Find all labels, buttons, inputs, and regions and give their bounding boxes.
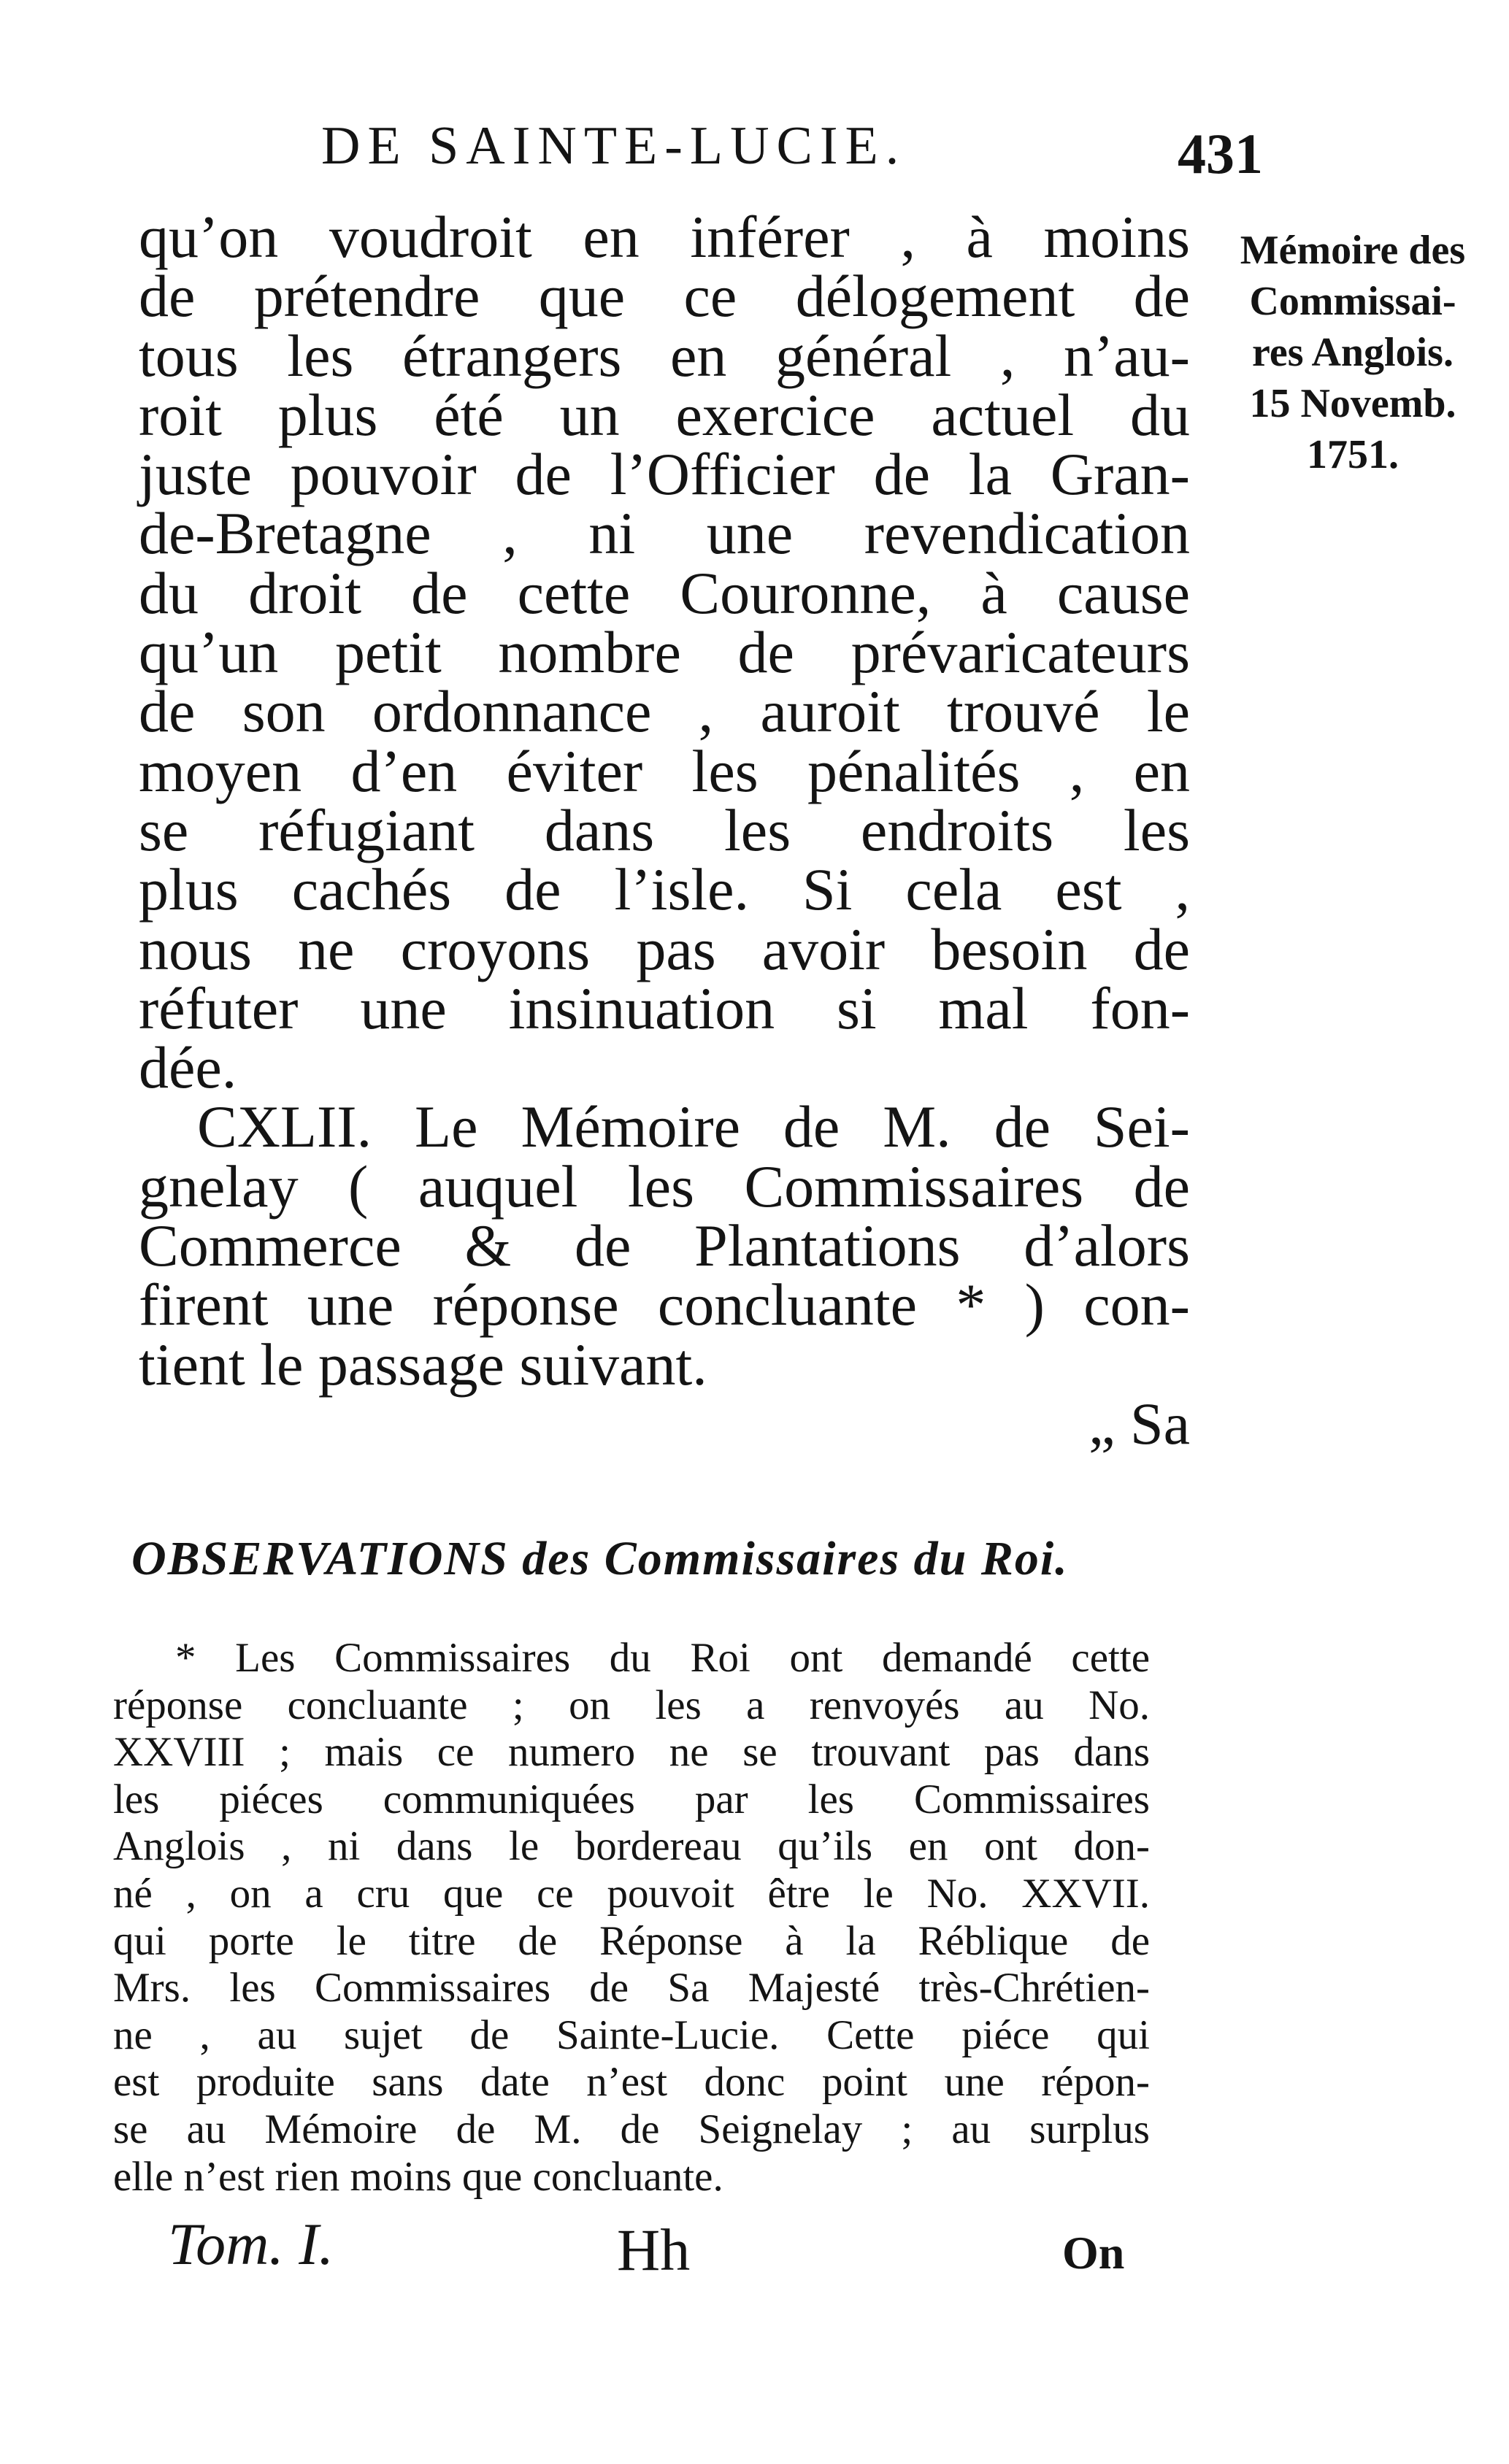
section-heading: OBSERVATIONS des Commissaires du Roi.: [131, 1532, 1069, 1585]
text-line: tient le passage suivant.: [139, 1331, 707, 1398]
text-line: qu’un petit nombre de prévaricateurs: [139, 619, 1190, 686]
footnote-line: qui porte le titre de Réponse à la Réblique de: [113, 1917, 1150, 1964]
text-line: firent une réponse concluante * ) con-: [139, 1271, 1190, 1339]
signature-mark: Hh: [617, 2217, 691, 2283]
footnote-line: XXVIII ; mais ce numero ne se trouvant pas dans: [113, 1729, 1150, 1776]
margin-note-line: res Anglois.: [1252, 330, 1454, 375]
margin-note-line: Mémoire des: [1240, 228, 1466, 273]
volume-label: Tom. I.: [168, 2211, 334, 2277]
text-line: réfuter une insinuation si mal fon-: [139, 974, 1190, 1042]
footnote-line: né , on a cru que ce pouvoit être le No. XXVII.: [113, 1870, 1150, 1917]
footnote-line: Anglois , ni dans le bordereau qu’ils en ont don-: [113, 1823, 1150, 1870]
footnote-line: * Les Commissaires du Roi ont demandé cette: [175, 1635, 1150, 1681]
marginal-note: [1203, 225, 1502, 480]
text-line: Commerce & de Plantations d’alors: [139, 1212, 1190, 1279]
text-line: nous ne croyons pas avoir besoin de: [139, 915, 1190, 982]
footnote-line: elle n’est rien moins que concluante.: [113, 2153, 723, 2200]
paragraph-start-line: CXLII. Le Mémoire de M. de Sei-: [197, 1093, 1190, 1160]
margin-note-line: 15 Novemb.: [1249, 381, 1456, 426]
footnote-line: se au Mémoire de M. de Seignelay ; au surplus: [113, 2106, 1150, 2152]
text-line: de prétendre que ce délogement de: [139, 263, 1190, 330]
catchword: On: [1062, 2227, 1125, 2279]
text-line: se réfugiant dans les endroits les: [139, 796, 1190, 863]
text-line: gnelay ( auquel les Commissaires de: [139, 1152, 1190, 1220]
footnote-line: est produite sans date n’est donc point une répon-: [113, 2059, 1150, 2106]
text-line: tous les étrangers en général , n’au-: [139, 322, 1190, 389]
page-number: 431: [1178, 122, 1263, 185]
margin-note-line: Commissai-: [1249, 279, 1456, 324]
page-footer: [0, 2210, 1509, 2298]
text-line: dée.: [139, 1034, 237, 1101]
footnote-line: réponse concluante ; on les a renvoyés au No.: [113, 1682, 1150, 1728]
margin-note-line: 1751.: [1307, 432, 1399, 477]
text-line: du droit de cette Couronne, à cause: [139, 559, 1190, 626]
text-line: de-Bretagne , ni une revendication: [139, 500, 1190, 567]
text-line: juste pouvoir de l’Officier de la Gran-: [139, 441, 1190, 508]
running-title: DE SAINTE-LUCIE.: [321, 116, 907, 176]
footnote: [113, 1635, 1150, 2201]
text-line: moyen d’en éviter les pénalités , en: [139, 737, 1190, 804]
footnote-line: ne , au sujet de Sainte-Lucie. Cette piéce qui: [113, 2011, 1150, 2058]
text-line: plus cachés de l’isle. Si cela est ,: [139, 856, 1190, 923]
footnote-line: Mrs. les Commissaires de Sa Majesté très-Chrétien-: [113, 1965, 1150, 2011]
main-text: [139, 204, 1190, 1457]
text-line: de son ordonnance , auroit trouvé le: [139, 678, 1190, 745]
running-header: [307, 115, 1263, 203]
text-line: qu’on voudroit en inférer , à moins: [139, 204, 1190, 270]
footnote-line: les piéces communiquées par les Commissaires: [113, 1776, 1150, 1822]
quotation-start-line: „ Sa: [1088, 1390, 1190, 1457]
text-line: roit plus été un exercice actuel du: [139, 381, 1190, 448]
